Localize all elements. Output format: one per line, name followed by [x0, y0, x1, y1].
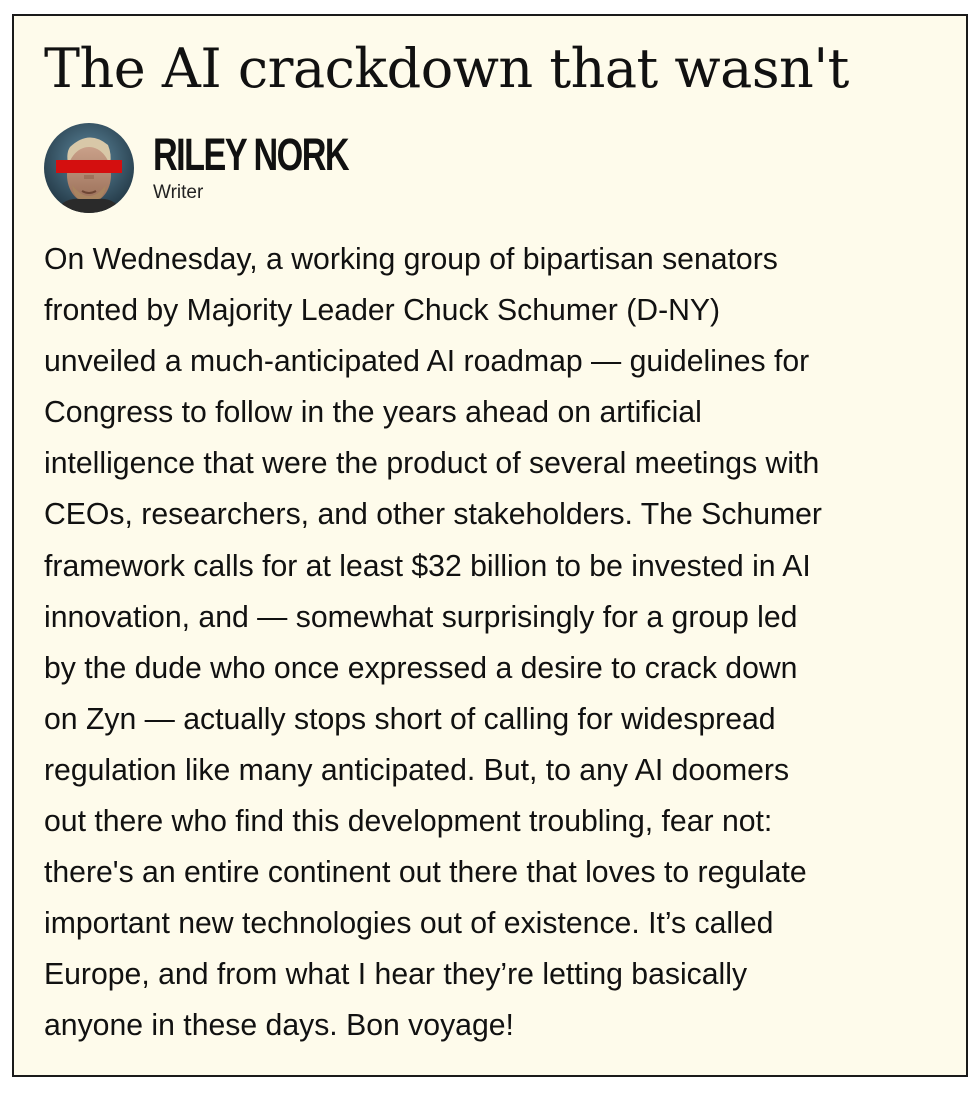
author-avatar [44, 123, 134, 213]
article-card [12, 14, 968, 1077]
body-line: framework calls for at least $32 billion to be invested in AI [44, 549, 811, 583]
body-line: unveiled a much-anticipated AI roadmap — guidelines for [44, 345, 810, 379]
body-line: On Wednesday, a working group of bipartisan senators [44, 243, 778, 276]
body-line: anyone in these days. Bon voyage! [44, 1009, 514, 1043]
author-avatar-image [44, 123, 134, 213]
body-line: fronted by Majority Leader Chuck Schumer (D-NY) [44, 294, 721, 328]
body-line: there's an entire continent out there that loves to regulate [44, 856, 807, 890]
body-line: innovation, and — somewhat surprisingly for a group led [44, 600, 798, 634]
redaction-bar [56, 160, 122, 173]
body-line: by the dude who once expressed a desire to crack down [44, 651, 798, 685]
body-line: on Zyn — actually stops short of calling for widespread [44, 702, 776, 736]
body-line: out there who find this development troubling, fear not: [44, 805, 773, 839]
body-line: intelligence that were the product of several meetings with [44, 447, 820, 481]
body-line: Congress to follow in the years ahead on artificial [44, 396, 702, 430]
body-line: important new technologies out of existence. It’s called [44, 907, 774, 941]
article-body [44, 234, 944, 1052]
body-line: Europe, and from what I hear they’re letting basically [44, 958, 748, 992]
article-title: The AI crackdown that wasn't [44, 37, 849, 100]
author-role: Writer [153, 182, 204, 203]
body-line: CEOs, researchers, and other stakeholders. The Schumer [44, 498, 822, 532]
author-name: RILEY NORK [153, 129, 349, 180]
body-line: regulation like many anticipated. But, to any AI doomers [44, 753, 790, 787]
